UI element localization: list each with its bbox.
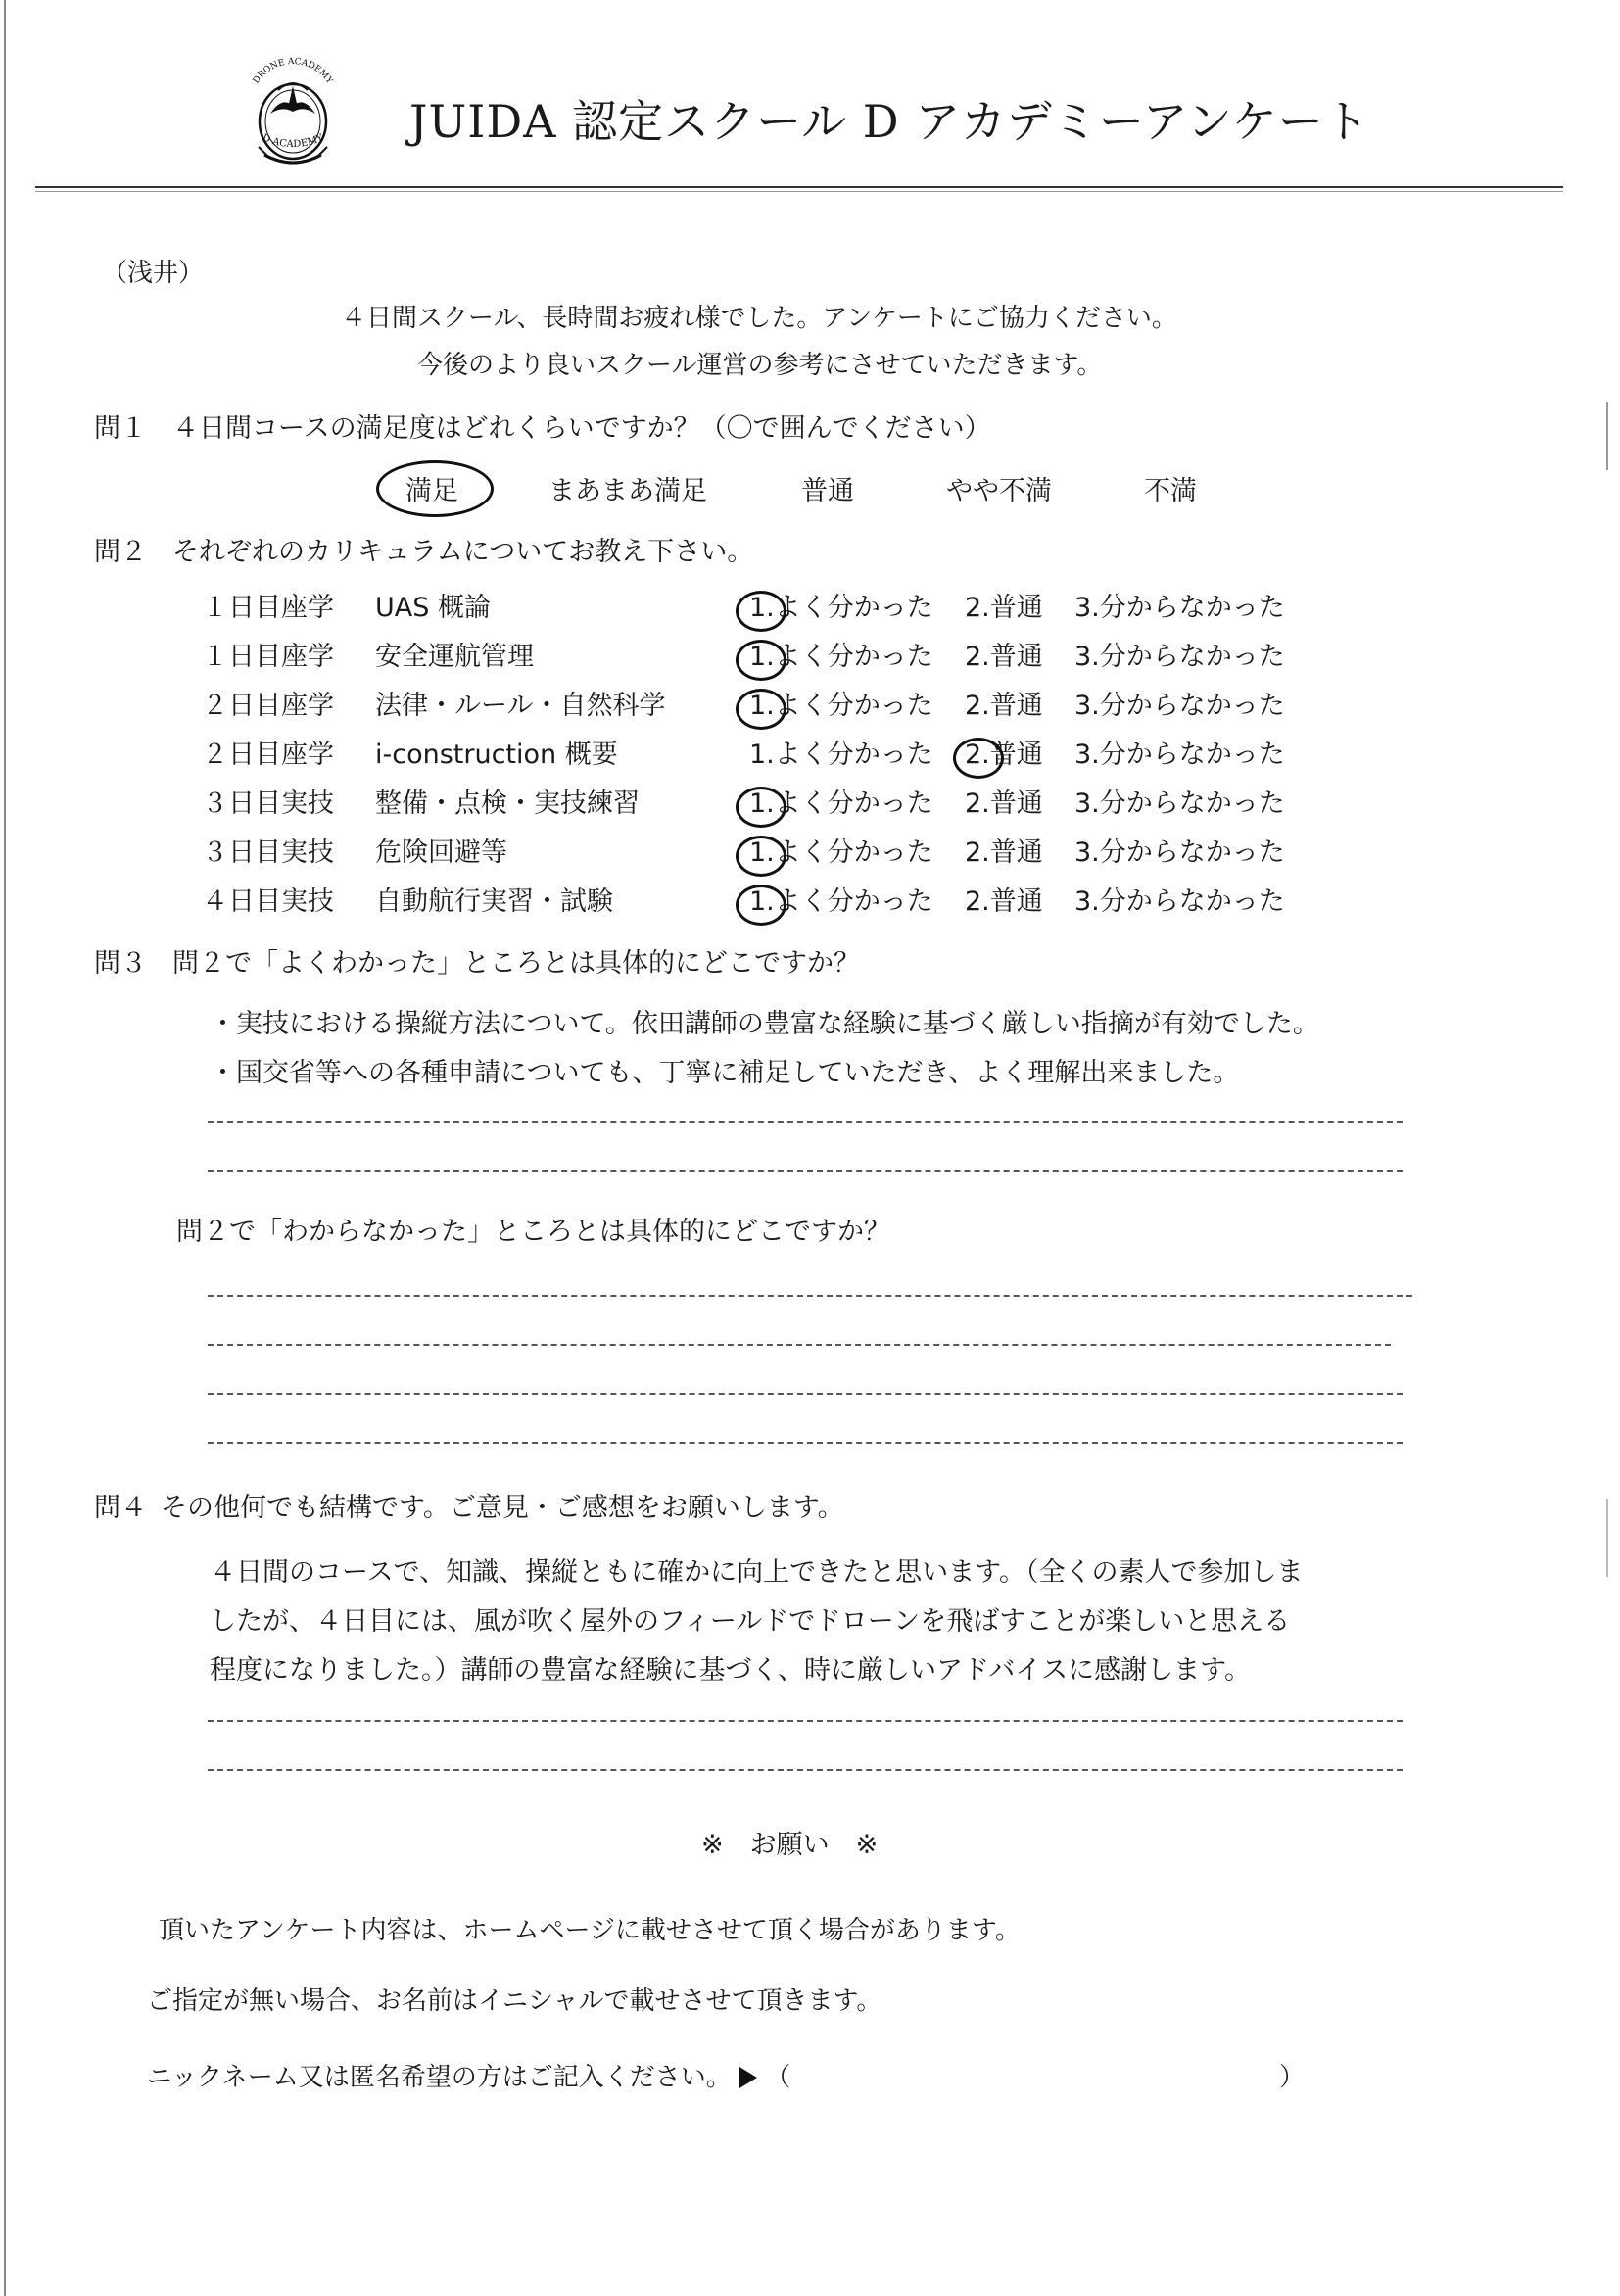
q3-answer-line-2: ・国交省等への各種申請についても、丁寧に補足していただき、よく理解出来ました。 xyxy=(210,1058,1240,1088)
right-arrow-icon xyxy=(739,2067,757,2088)
selection-circle xyxy=(736,689,786,730)
option-understood-well[interactable]: 1.よく分かった xyxy=(749,740,933,770)
q2-label: 問２ xyxy=(94,537,147,567)
option-not-understood[interactable]: 3.分からなかった xyxy=(1074,740,1285,770)
curriculum-subject: UAS 概論 xyxy=(375,593,491,623)
option-not-understood[interactable]: 3.分からなかった xyxy=(1074,886,1285,917)
request-heading: ※ お願い ※ xyxy=(701,1830,879,1860)
option-not-understood[interactable]: 3.分からなかった xyxy=(1074,593,1285,623)
q1-label: 問１ xyxy=(94,413,147,444)
curriculum-day: ４日目実技 xyxy=(202,886,334,917)
selection-circle xyxy=(376,460,494,517)
curriculum-table xyxy=(202,584,1310,927)
q4-label: 問４ xyxy=(94,1493,147,1523)
request-line-3: ニックネーム又は匿名希望の方はご記入ください。 （ xyxy=(147,2063,791,2092)
q1-option-neutral[interactable]: 普通 xyxy=(801,476,854,506)
option-average[interactable]: 2.普通 xyxy=(965,642,1043,672)
curriculum-row xyxy=(202,633,1310,682)
scan-edge-mark xyxy=(1606,1499,1608,1577)
q3-answer-line-1: ・実技における操縦方法について。依田講師の豊富な経験に基づく厳しい指摘が有効でした。 xyxy=(210,1009,1319,1039)
intro-line-2: 今後のより良いスクール運営の参考にさせていただきます。 xyxy=(417,351,1103,380)
answer-line xyxy=(208,1295,1412,1297)
nickname-field[interactable] xyxy=(823,2055,1273,2096)
drone-academy-logo xyxy=(231,57,355,180)
answer-line xyxy=(208,1769,1403,1771)
selection-circle xyxy=(953,738,1004,779)
option-average[interactable]: 2.普通 xyxy=(965,789,1043,819)
respondent-name: （浅井） xyxy=(102,259,205,288)
curriculum-subject: 法律・ルール・自然科学 xyxy=(375,691,666,721)
curriculum-subject: 危険回避等 xyxy=(375,837,507,868)
option-understood-well[interactable]: 1.よく分かった xyxy=(749,682,965,731)
header-divider xyxy=(35,191,1563,192)
logo-band-text: D ACADEMY xyxy=(261,132,325,151)
option-not-understood[interactable]: 3.分からなかった xyxy=(1074,837,1285,868)
q4-answer-line-3: 程度になりました。）講師の豊富な経験に基づく、時に厳しいアドバイスに感謝します。 xyxy=(210,1655,1251,1686)
selection-circle xyxy=(736,836,786,877)
option-average[interactable]: 2.普通 xyxy=(965,886,1043,917)
option-understood-well[interactable]: 1.よく分かった xyxy=(749,878,965,927)
nickname-paren-open: （ xyxy=(765,2063,791,2092)
scan-edge-mark xyxy=(1606,402,1608,470)
q1-option-satisfied[interactable]: 満足 xyxy=(405,476,458,506)
answer-line xyxy=(208,1720,1403,1722)
curriculum-row xyxy=(202,731,1310,780)
answer-line xyxy=(208,1442,1403,1444)
option-not-understood[interactable]: 3.分からなかった xyxy=(1074,691,1285,721)
curriculum-day: ２日目座学 xyxy=(202,691,334,721)
selection-circle xyxy=(736,885,786,926)
nickname-paren-close: ） xyxy=(1279,2063,1306,2092)
curriculum-row xyxy=(202,682,1310,731)
option-average[interactable]: 2.普通 xyxy=(965,837,1043,868)
q1-question: ４日間コースの満足度はどれくらいですか？（〇で囲んでください） xyxy=(172,413,991,444)
answer-line xyxy=(208,1121,1403,1123)
answer-line xyxy=(208,1344,1391,1346)
curriculum-subject: 整備・点検・実技練習 xyxy=(375,789,640,819)
option-not-understood[interactable]: 3.分からなかった xyxy=(1074,789,1285,819)
selection-circle xyxy=(736,640,786,681)
document-title: JUIDA 認定スクール D アカデミーアンケート xyxy=(409,95,1370,148)
scan-edge-line xyxy=(4,0,6,2296)
curriculum-row xyxy=(202,878,1310,927)
curriculum-day: １日目座学 xyxy=(202,642,334,672)
q4-question: その他何でも結構です。ご意見・ご感想をお願いします。 xyxy=(161,1493,844,1523)
logo-top-text: DRONE ACADEMY xyxy=(251,57,335,86)
curriculum-row xyxy=(202,584,1310,633)
option-understood-well[interactable]: 1.よく分かった xyxy=(749,633,965,682)
q4-answer-line-2: したが、４日目には、風が吹く屋外のフィールドでドローンを飛ばすことが楽しいと思える xyxy=(210,1606,1291,1637)
option-understood-well[interactable]: 1.よく分かった xyxy=(749,584,965,633)
curriculum-day: ２日目座学 xyxy=(202,740,334,770)
option-average[interactable]: 2.普通 xyxy=(965,593,1043,623)
answer-line xyxy=(208,1170,1403,1172)
option-average[interactable]: 2.普通 xyxy=(965,691,1043,721)
q1-option-fairly-satisfied[interactable]: まあまあ満足 xyxy=(548,476,707,506)
q4-answer-line-1: ４日間のコースで、知識、操縦ともに確かに向上できたと思います。（全くの素人で参加しま xyxy=(210,1557,1304,1588)
option-average[interactable]: 2.普通 xyxy=(965,731,1074,780)
curriculum-row xyxy=(202,829,1310,878)
option-understood-well[interactable]: 1.よく分かった xyxy=(749,829,965,878)
answer-line xyxy=(208,1393,1403,1395)
option-not-understood[interactable]: 3.分からなかった xyxy=(1074,642,1285,672)
q3-label: 問３ xyxy=(94,948,147,979)
selection-circle xyxy=(736,591,786,632)
curriculum-row xyxy=(202,780,1310,829)
q3-sub-question: 問２で「わからなかった」ところとは具体的にどこですか？ xyxy=(176,1217,890,1247)
header-divider xyxy=(35,186,1563,188)
curriculum-day: ３日目実技 xyxy=(202,837,334,868)
q3-question: 問２で「よくわかった」ところとは具体的にどこですか？ xyxy=(172,948,860,979)
curriculum-day: １日目座学 xyxy=(202,593,334,623)
option-understood-well[interactable]: 1.よく分かった xyxy=(749,780,965,829)
q1-option-somewhat-dissatisfied[interactable]: やや不満 xyxy=(946,476,1052,506)
svg-text:DRONE ACADEMY xyxy=(252,57,335,86)
q1-option-dissatisfied[interactable]: 不満 xyxy=(1144,476,1197,506)
curriculum-subject: 自動航行実習・試験 xyxy=(375,886,613,917)
selection-circle xyxy=(736,787,786,828)
curriculum-day: ３日目実技 xyxy=(202,789,334,819)
request-line-1: 頂いたアンケート内容は、ホームページに載せさせて頂く場合があります。 xyxy=(159,1916,1021,1945)
q2-question: それぞれのカリキュラムについてお教え下さい。 xyxy=(172,537,754,567)
curriculum-subject: i-construction 概要 xyxy=(375,740,618,770)
request-line-2: ご指定が無い場合、お名前はイニシャルで載せさせて頂きます。 xyxy=(147,1986,882,2016)
curriculum-subject: 安全運航管理 xyxy=(375,642,534,672)
intro-line-1: ４日間スクール、長時間お疲れ様でした。アンケートにご協力ください。 xyxy=(341,304,1177,333)
